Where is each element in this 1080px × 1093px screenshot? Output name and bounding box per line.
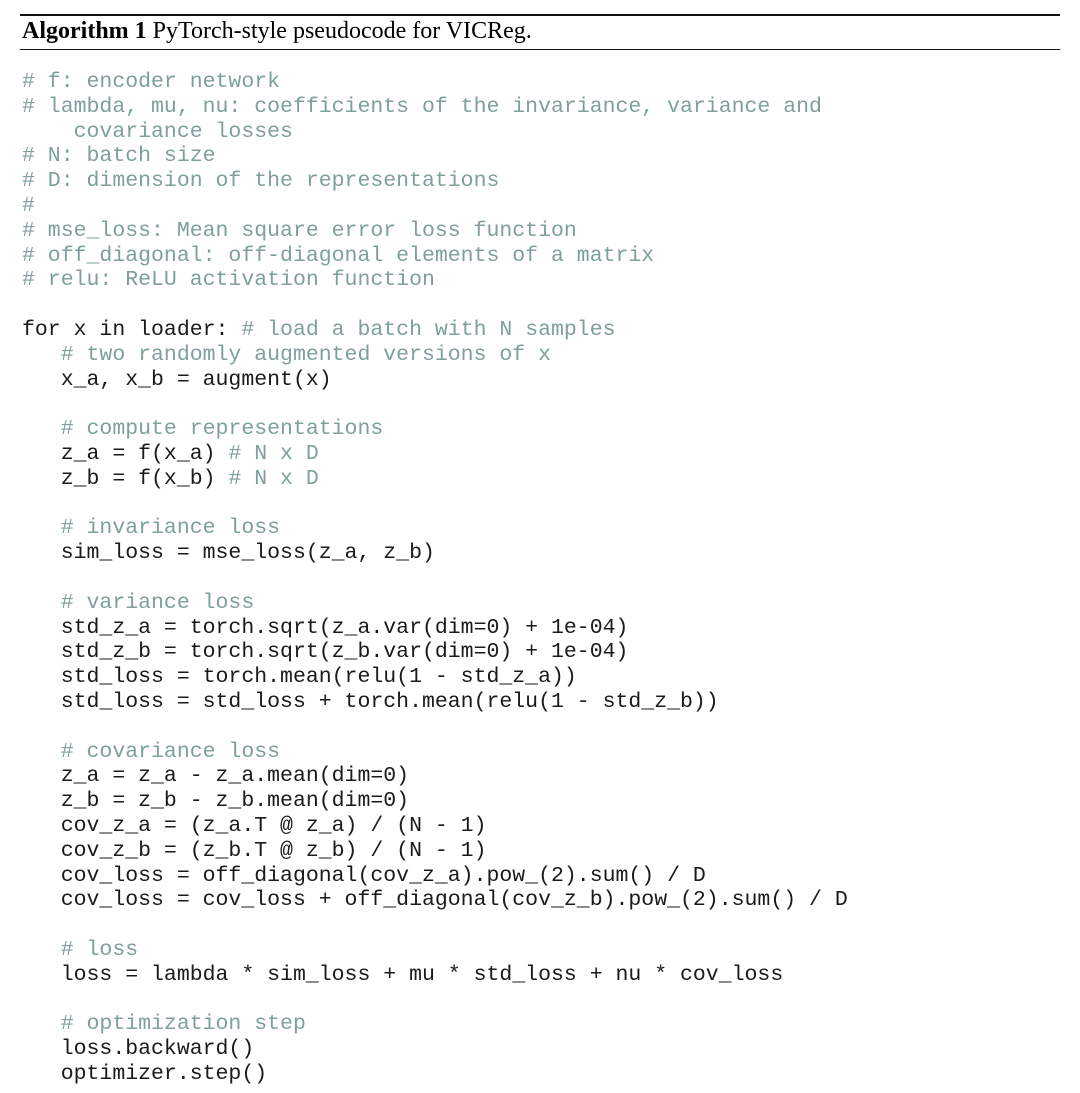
code-line: z_b = z_b - z_b.mean(dim=0) bbox=[22, 789, 410, 814]
code-comment: # bbox=[22, 193, 35, 218]
code-comment: # loss bbox=[22, 937, 139, 962]
code-line bbox=[22, 442, 1062, 467]
zb-comment: # N x D bbox=[228, 466, 319, 491]
caption-rule bbox=[20, 49, 1060, 50]
blank-line bbox=[22, 715, 1062, 740]
code-line: optimizer.step() bbox=[22, 1061, 268, 1086]
code-line: cov_z_a = (z_a.T @ z_a) / (N - 1) bbox=[22, 813, 487, 838]
code-line: loss = lambda * sim_loss + mu * std_loss + nu * cov_loss bbox=[22, 962, 784, 987]
code-comment: # mse_loss: Mean square error loss function bbox=[22, 218, 577, 243]
blank-line bbox=[22, 987, 1062, 1012]
code-line: x_a, x_b = augment(x) bbox=[22, 367, 332, 392]
code-comment: # variance loss bbox=[22, 590, 255, 615]
code-line: std_z_a = torch.sqrt(z_a.var(dim=0) + 1e-04) bbox=[22, 615, 629, 640]
pseudocode bbox=[22, 70, 1062, 1087]
code-comment: covariance losses bbox=[22, 119, 293, 144]
blank-line bbox=[22, 913, 1062, 938]
code-line: loss.backward() bbox=[22, 1037, 255, 1062]
algorithm-label: Algorithm 1 bbox=[22, 18, 147, 44]
code-comment: # N: batch size bbox=[22, 144, 216, 169]
code-comment: # invariance loss bbox=[22, 516, 281, 541]
loop-header-code: for x in loader: bbox=[22, 317, 242, 342]
loop-header-line bbox=[22, 318, 1062, 343]
code-line: sim_loss = mse_loss(z_a, z_b) bbox=[22, 541, 435, 566]
algorithm-caption bbox=[22, 17, 532, 45]
algorithm-title: PyTorch-style pseudocode for VICReg. bbox=[152, 18, 532, 44]
za-code: z_a = f(x_a) bbox=[22, 441, 229, 466]
code-comment: # D: dimension of the representations bbox=[22, 169, 500, 194]
code-comment: # relu: ReLU activation function bbox=[22, 268, 435, 293]
blank-line bbox=[22, 566, 1062, 591]
code-comment: # f: encoder network bbox=[22, 70, 281, 94]
top-rule bbox=[20, 14, 1060, 16]
za-comment: # N x D bbox=[228, 441, 319, 466]
code-comment: # lambda, mu, nu: coefficients of the invariance, variance and bbox=[22, 94, 822, 119]
blank-line bbox=[22, 392, 1062, 417]
zb-code: z_b = f(x_b) bbox=[22, 466, 229, 491]
code-line: std_loss = torch.mean(relu(1 - std_z_a)) bbox=[22, 665, 577, 690]
code-line bbox=[22, 467, 1062, 492]
code-line: z_a = z_a - z_a.mean(dim=0) bbox=[22, 764, 410, 789]
code-comment: # covariance loss bbox=[22, 739, 281, 764]
code-comment: # off_diagonal: off-diagonal elements of a matrix bbox=[22, 243, 655, 268]
blank-line bbox=[22, 293, 1062, 318]
code-line: cov_loss = off_diagonal(cov_z_a).pow_(2).sum() / D bbox=[22, 863, 706, 888]
code-comment: # two randomly augmented versions of x bbox=[22, 342, 551, 367]
code-comment: # compute representations bbox=[22, 417, 384, 442]
loop-header-comment: # load a batch with N samples bbox=[241, 317, 616, 342]
code-line: std_z_b = torch.sqrt(z_b.var(dim=0) + 1e-04) bbox=[22, 640, 629, 665]
code-comment: # optimization step bbox=[22, 1012, 306, 1037]
code-line: cov_z_b = (z_b.T @ z_b) / (N - 1) bbox=[22, 838, 487, 863]
code-line: std_loss = std_loss + torch.mean(relu(1 - std_z_b)) bbox=[22, 689, 719, 714]
blank-line bbox=[22, 492, 1062, 517]
code-line: cov_loss = cov_loss + off_diagonal(cov_z_b).pow_(2).sum() / D bbox=[22, 888, 848, 913]
